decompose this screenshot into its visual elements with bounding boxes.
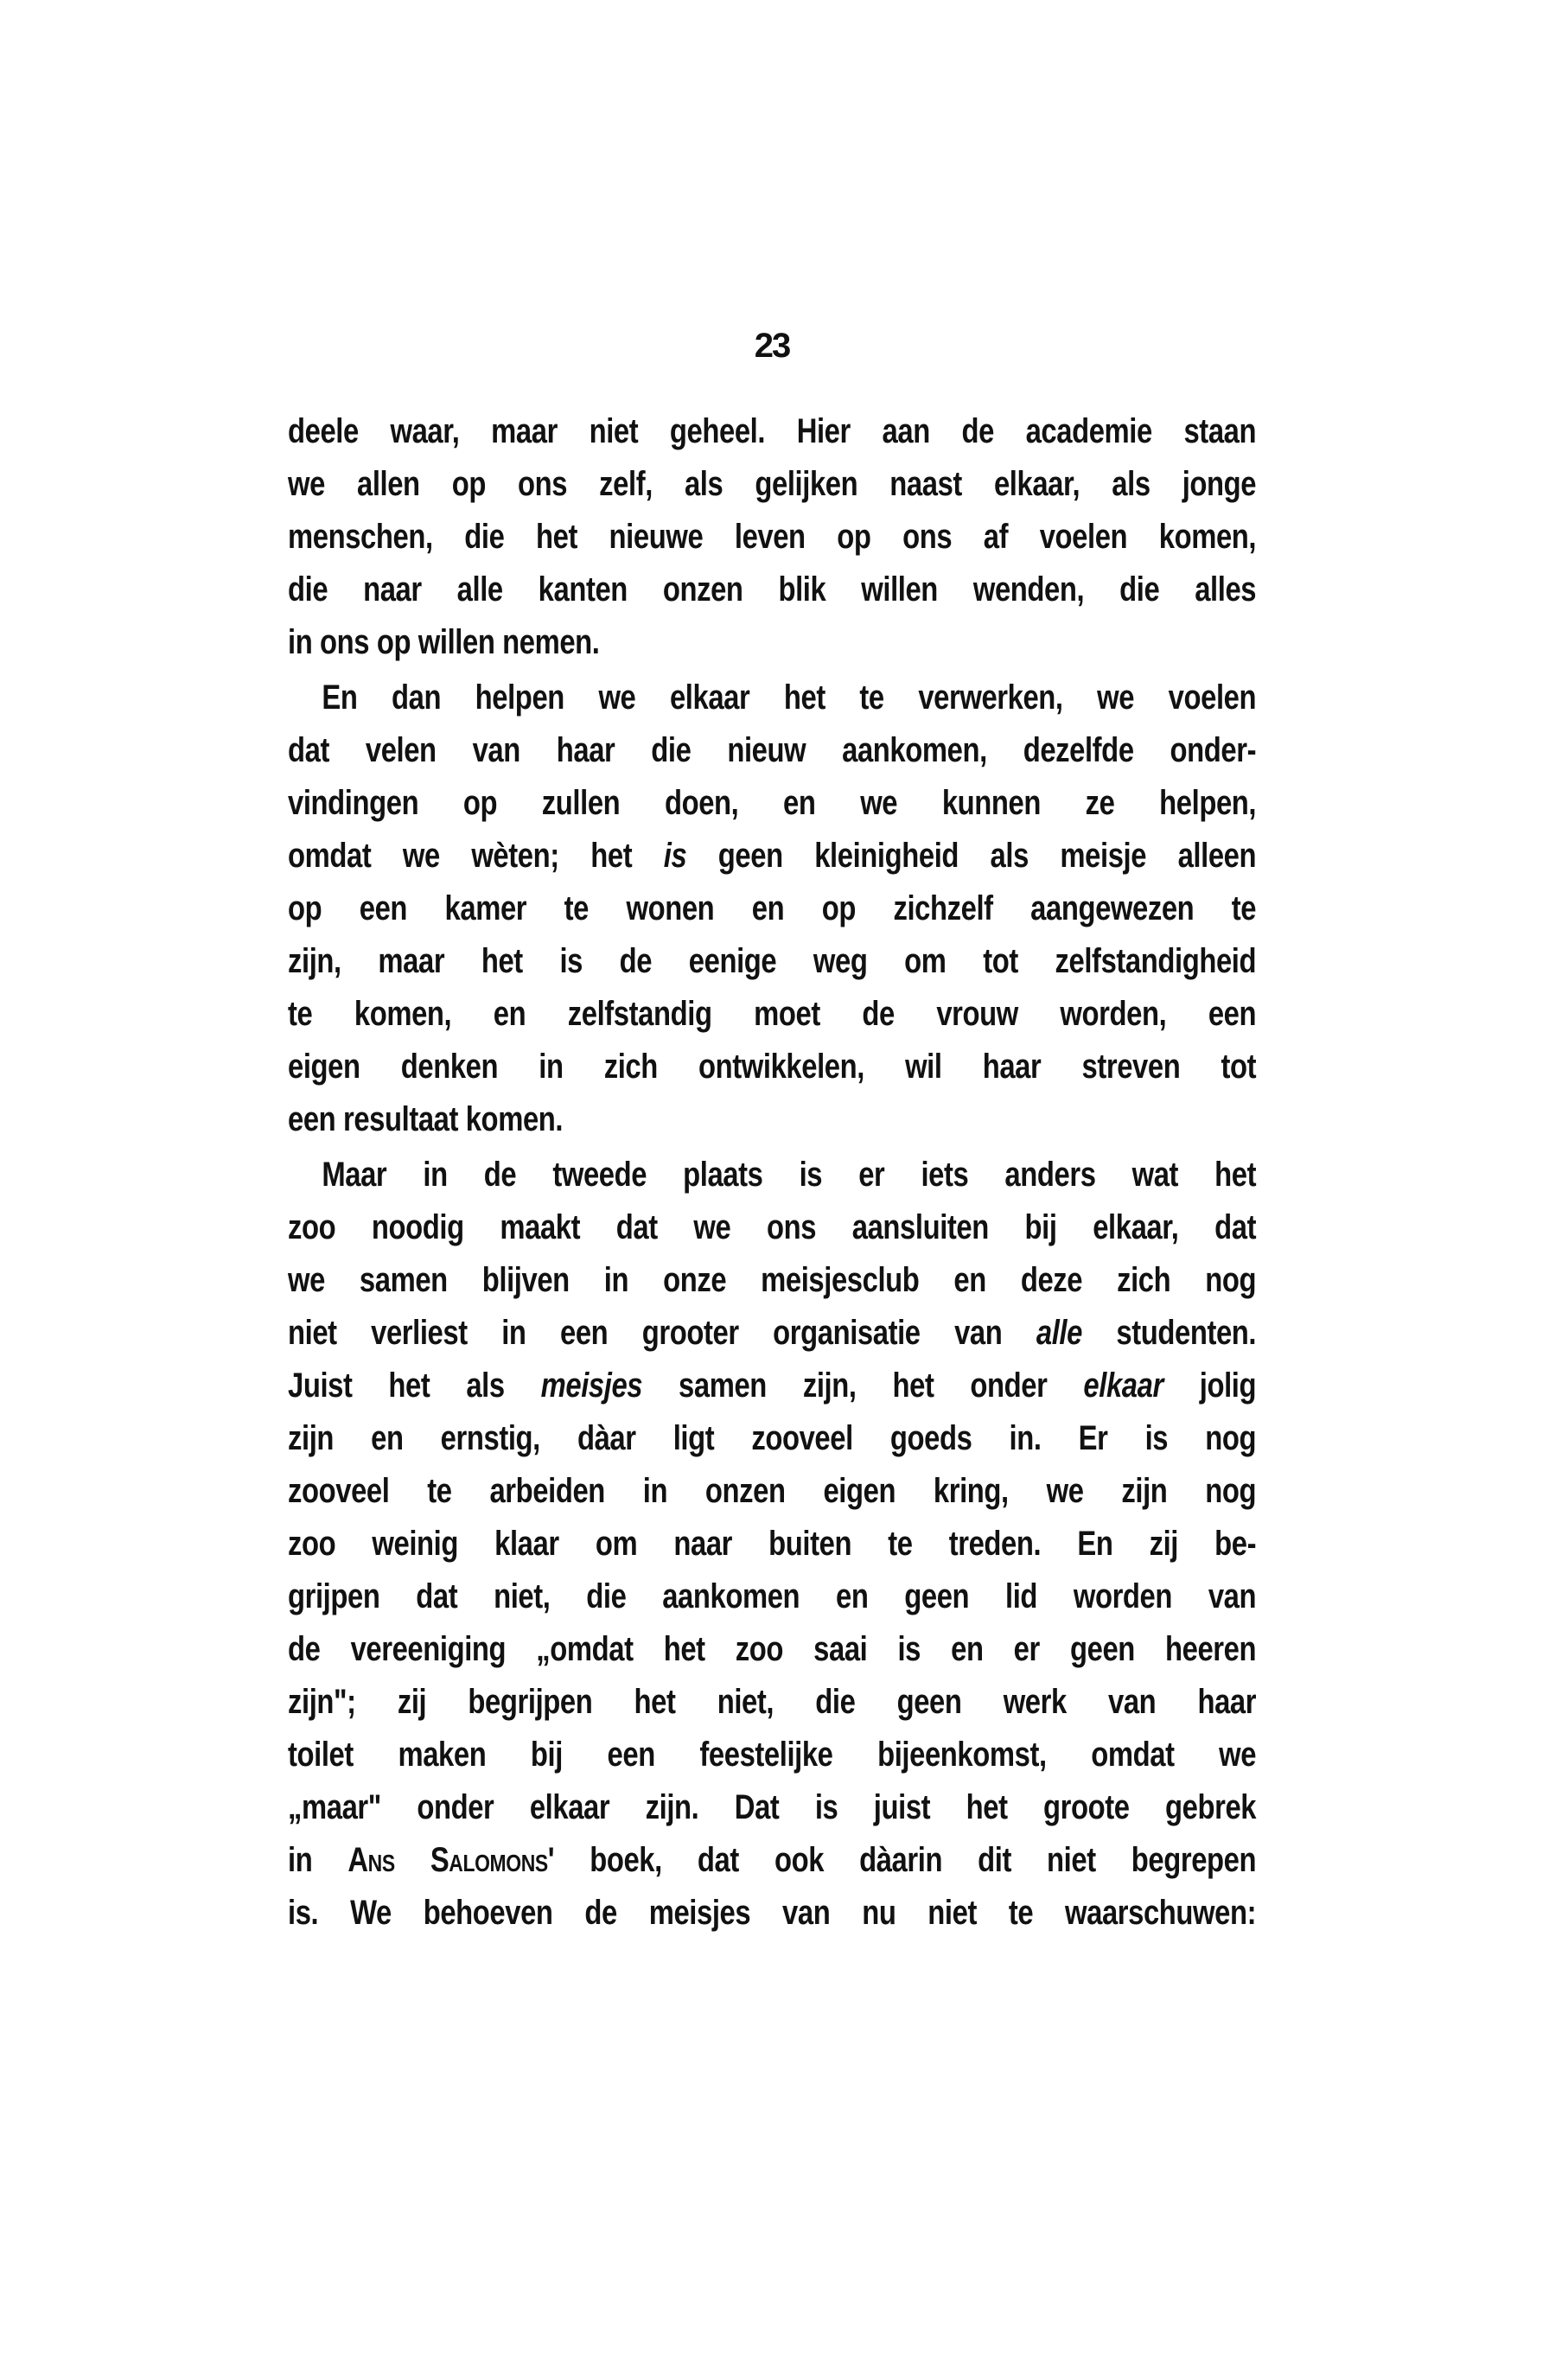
text-line (288, 1676, 1256, 1729)
text-line (288, 1729, 1256, 1781)
page-number: 23 (754, 327, 790, 365)
text-line (288, 616, 1256, 669)
text-line (288, 1518, 1256, 1570)
text-segment: op een kamer te wonen en op zichzelf aangewezen te (288, 889, 1257, 927)
text-line (288, 1623, 1256, 1676)
text-segment: En dan helpen we elkaar het te verwerken, we voelen (322, 679, 1257, 717)
text-line (288, 1781, 1256, 1834)
text-segment: deele waar, maar niet geheel. Hier aan de academie staan (288, 412, 1257, 450)
text-segment: toilet maken bij een feestelijke bijeenkomst, omdat we (288, 1736, 1257, 1774)
text-segment: zoo noodig maakt dat we ons aansluiten bij elkaar, dat (288, 1208, 1257, 1246)
text-segment: zijn, maar het is de eenige weg om tot zelfstandigheid (288, 942, 1257, 980)
italic-text: meisjes (540, 1367, 643, 1405)
text-segment: grijpen dat niet, die aankomen en geen lid worden van (288, 1577, 1257, 1615)
text-line (288, 882, 1256, 935)
text-line (288, 724, 1256, 777)
text-line (288, 458, 1256, 511)
text-line (288, 1041, 1256, 1093)
text-segment: omdat we wèten; het (288, 837, 664, 875)
text-line (288, 1254, 1256, 1307)
text-segment: jolig (1163, 1367, 1257, 1405)
text-segment: eigen denken in zich ontwikkelen, wil haar streven tot (288, 1048, 1257, 1086)
text-segment: vindingen op zullen doen, en we kunnen ze helpen, (288, 784, 1257, 822)
text-segment: een resultaat komen. (288, 1100, 564, 1138)
text-segment: in (288, 1841, 348, 1879)
text-line (288, 1412, 1256, 1465)
text-segment: geen kleinigheid als meisje alleen (686, 837, 1257, 875)
text-segment: Juist het als (288, 1367, 541, 1405)
text-line (288, 1570, 1256, 1623)
paragraph (288, 1149, 1256, 1940)
text-line (288, 1360, 1256, 1412)
text-line (288, 511, 1256, 564)
text-line (288, 988, 1256, 1041)
text-line (288, 830, 1256, 882)
text-segment: te komen, en zelfstandig moet de vrouw worden, een (288, 995, 1257, 1033)
text-segment: zijn en ernstig, dàar ligt zooveel goeds in. Er is nog (288, 1419, 1257, 1457)
text-segment: is. We behoeven de meisjes van nu niet te waarschuwen: (288, 1894, 1257, 1932)
text-segment: zoo weinig klaar om naar buiten te treden. En zij be- (288, 1525, 1257, 1563)
text-segment: „maar" onder elkaar zijn. Dat is juist het groote gebrek (288, 1788, 1257, 1826)
text-segment: dat velen van haar die nieuw aankomen, dezelfde onder- (288, 731, 1257, 769)
text-line (288, 935, 1256, 988)
text-segment: zijn"; zij begrijpen het niet, die geen werk van haar (288, 1683, 1257, 1721)
text-segment: de vereeniging „omdat het zoo saai is en er geen heeren (288, 1630, 1257, 1668)
text-line (288, 1307, 1256, 1360)
text-line (288, 672, 1256, 724)
text-segment: we samen blijven in onze meisjesclub en deze zich nog (288, 1261, 1257, 1299)
body-text (288, 405, 1256, 1940)
text-line (288, 1149, 1256, 1201)
text-segment: Maar in de tweede plaats is er iets anders wat het (322, 1156, 1257, 1194)
italic-text: alle (1036, 1314, 1082, 1352)
italic-text: is (663, 837, 687, 875)
text-line (288, 1887, 1256, 1940)
paragraph (288, 405, 1256, 669)
text-segment: we allen op ons zelf, als gelijken naast elkaar, als jonge (288, 465, 1257, 503)
text-segment: die naar alle kanten onzen blik willen wenden, die alles (288, 570, 1257, 608)
text-segment: ' boek, dat ook dàarin dit niet begrepen (547, 1841, 1257, 1879)
text-line (288, 1201, 1256, 1254)
text-line (288, 1465, 1256, 1518)
text-line (288, 405, 1256, 458)
text-line (288, 564, 1256, 616)
small-caps-name: Ans Salomons (347, 1841, 548, 1879)
text-segment: samen zijn, het onder (642, 1367, 1084, 1405)
text-segment: zooveel te arbeiden in onzen eigen kring, we zijn nog (288, 1472, 1257, 1510)
text-line (288, 1834, 1256, 1887)
paragraph (288, 672, 1256, 1146)
text-segment: menschen, die het nieuwe leven op ons af voelen komen, (288, 518, 1257, 556)
text-line (288, 777, 1256, 830)
text-segment: studenten. (1081, 1314, 1257, 1352)
text-line (288, 1093, 1256, 1146)
italic-text: elkaar (1083, 1367, 1163, 1405)
text-segment: in ons op willen nemen. (288, 623, 600, 661)
text-segment: niet verliest in een grooter organisatie van (288, 1314, 1036, 1352)
